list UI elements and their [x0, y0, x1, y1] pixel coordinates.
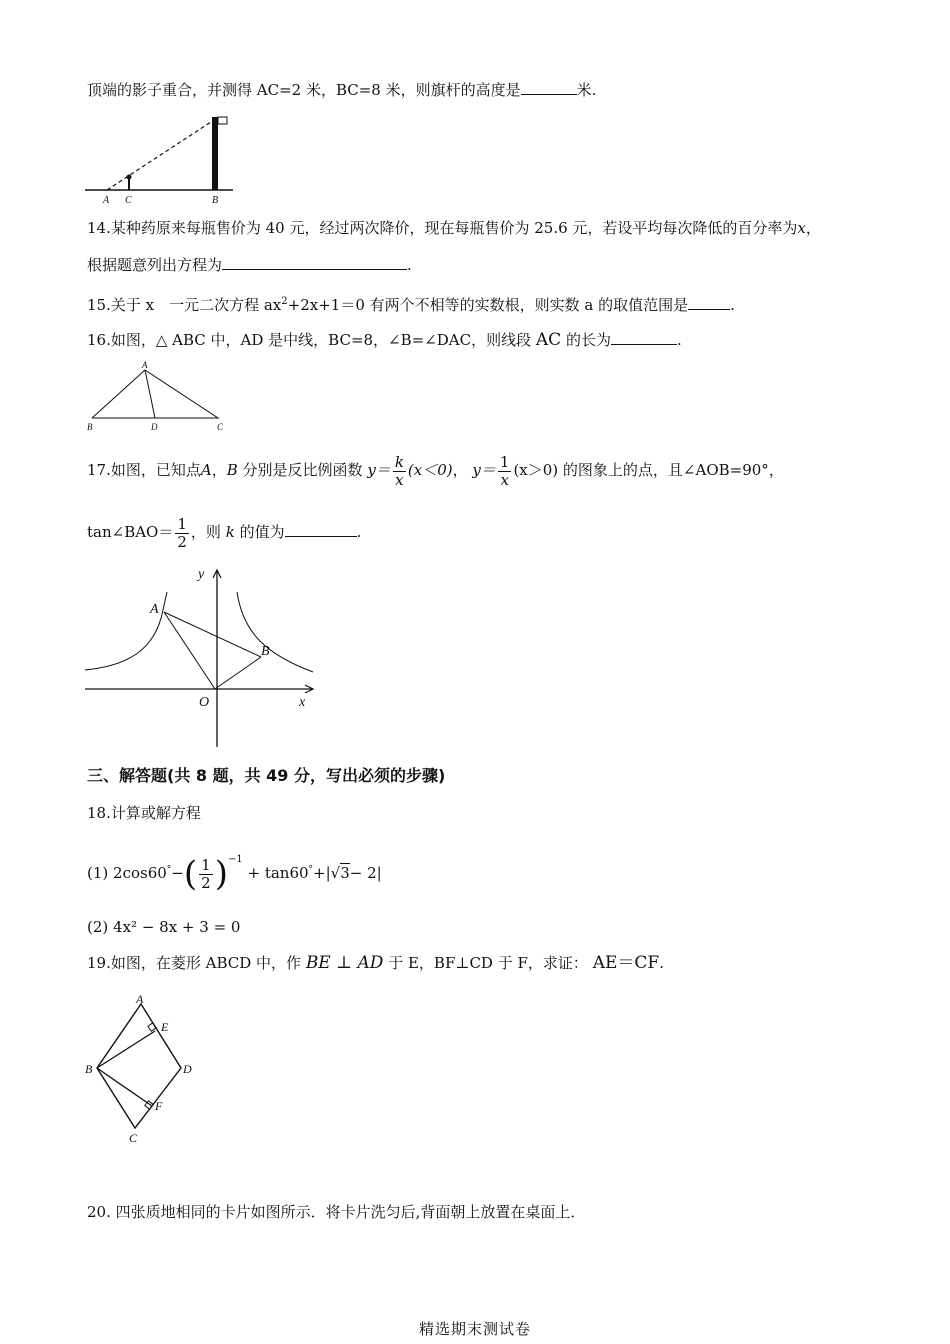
q15-text: 15.关于 x 一元二次方程 $ax^2+2x+1=0$ 有两个不相等的实数根，则实数 a 的取值范围是 .	[87, 296, 735, 314]
label-c: C	[217, 422, 224, 432]
q17-line2: tan∠BAO＝ $\frac{1}{2}$ ，则 k 的值为 .	[87, 514, 362, 551]
section-heading: 三、解答题(共 8 题，共 49 分，写出必须的步骤)	[87, 766, 446, 785]
q14-line1: 14.某种药原来每瓶售价为 40 元，经过两次降价，现在每瓶售价为 25.6 元，若设平均每次降低的百分率为x，	[87, 219, 821, 237]
label-b: B	[212, 195, 219, 206]
answer-blank	[285, 522, 357, 537]
q20-text: 20. 四张质地相同的卡片如图所示．将卡片洗匀后,背面朝上放置在桌面上．	[87, 1203, 586, 1221]
label-f: F	[155, 1099, 163, 1113]
page-footer: 精选期末测试卷	[418, 1320, 531, 1338]
answer-blank	[611, 330, 677, 345]
flagpole-figure	[85, 112, 235, 207]
answer-blank	[521, 80, 577, 95]
label-a: A	[150, 602, 159, 617]
label-e: E	[161, 1020, 169, 1034]
label-x: x	[299, 695, 306, 710]
q16-text: 16.如图，△ ABC 中，AD 是中线，BC=8，∠B=∠DAC，则线段 AC 的长为 .	[87, 330, 682, 350]
label-b: B	[85, 1062, 93, 1076]
triangle-abc-figure	[85, 358, 235, 436]
label-a: A	[136, 992, 144, 1006]
q19-text: 19.如图，在菱形 ABCD 中，作 BE ⊥ AD 于 E，BF⊥CD 于 F，求证： AE＝CF.	[87, 953, 664, 973]
label-b: B	[261, 644, 270, 659]
label-d: D	[183, 1062, 192, 1076]
label-c: C	[125, 195, 132, 206]
answer-blank	[688, 295, 730, 310]
q14-line2: 根据题意列出方程为 .	[87, 256, 412, 274]
label-a: A	[142, 360, 148, 370]
q17-line1: 17.如图，已知点A，B 分别是反比例函数 y＝ $\frac{k}{x}$ (x＜0)， y＝ $\frac{1}{x}$ (x＞0) 的图象上的点，且∠AOB=90°，	[87, 452, 784, 489]
label-y: y	[198, 567, 205, 582]
answer-blank	[222, 255, 407, 270]
rhombus-figure	[85, 992, 215, 1152]
label-c: C	[129, 1131, 138, 1145]
q18-title: 18.计算或解方程	[87, 804, 201, 822]
label-b: B	[87, 422, 93, 432]
q18-part1: (1) 2cos60°−( $\frac{1}{2}$ )$^{-1}$ + tan60°+|√3− 2|	[87, 854, 382, 894]
label-d: D	[151, 422, 158, 432]
hyperbola-figure	[85, 562, 325, 752]
label-a: A	[103, 195, 110, 206]
q18-part2: (2) 4x² − 8x + 3 = 0	[87, 918, 241, 936]
q13-text: 顶端的影子重合，并测得 AC=2 米，BC=8 米，则旗杆的高度是 米.	[87, 81, 597, 99]
label-o: O	[199, 695, 210, 710]
